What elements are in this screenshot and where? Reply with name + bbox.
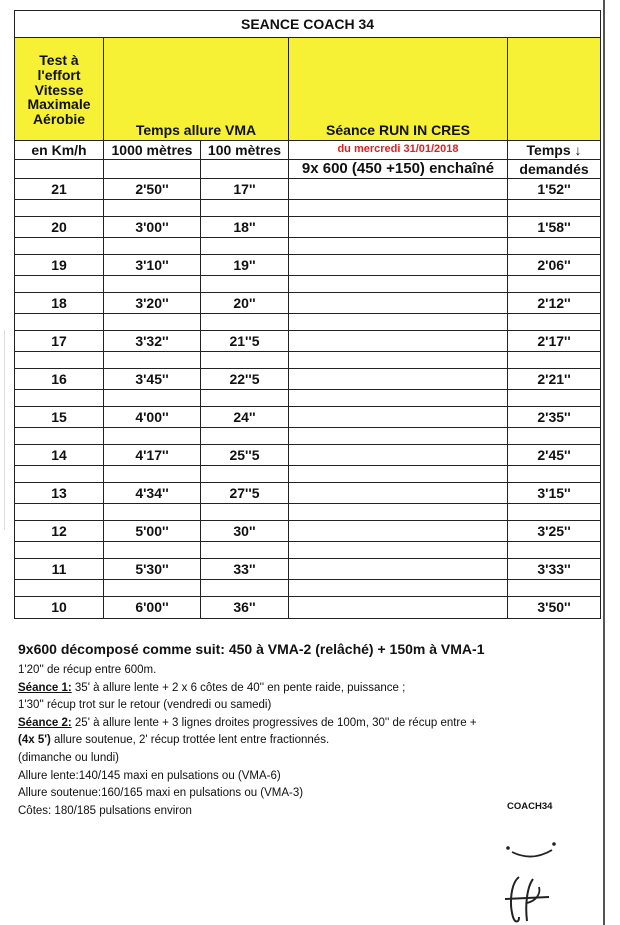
- notes-seance-1: [18, 680, 608, 698]
- cell-100m: 22''5: [201, 369, 289, 390]
- session-date: du mercredi 31/01/2018: [289, 141, 508, 160]
- empty-cell: [201, 238, 289, 255]
- empty-cell: [289, 504, 508, 521]
- cell-session: [289, 293, 508, 314]
- cell-100m: 17'': [201, 179, 289, 200]
- cell-speed: 19: [15, 255, 104, 276]
- cell-session: [289, 255, 508, 276]
- cell-required-time: 1'52'': [508, 179, 601, 200]
- cell-required-time: 2'45'': [508, 445, 601, 466]
- cell-speed: 10: [15, 597, 104, 619]
- empty-cell: [104, 352, 201, 369]
- notes-seance-1-cont: 1'30'' récup trot sur le retour (vendredi ou samedi): [18, 699, 272, 712]
- table-spacer-row: [15, 466, 601, 483]
- table-row: [15, 255, 601, 276]
- table-spacer-row: [15, 238, 601, 255]
- cell-100m: 33'': [201, 559, 289, 580]
- table-spacer-row: [15, 504, 601, 521]
- empty-cell: [104, 466, 201, 483]
- empty-cell: [289, 352, 508, 369]
- empty-cell: [508, 504, 601, 521]
- cell-session: [289, 483, 508, 504]
- empty-cell: [508, 466, 601, 483]
- empty-cell: [104, 314, 201, 331]
- header-line: Maximale: [27, 96, 91, 113]
- cell-session: [289, 179, 508, 200]
- cell-1000m: 3'20'': [104, 293, 201, 314]
- seance-2-text: 25' à allure lente + 3 lignes droites progressives de 100m, 30'' de récup entre +: [71, 716, 477, 729]
- cell-1000m: 3'10'': [104, 255, 201, 276]
- header-1000m: 1000 mètres: [104, 141, 201, 160]
- empty-cell: [289, 466, 508, 483]
- empty-cell: [508, 276, 601, 293]
- cell-100m: 19'': [201, 255, 289, 276]
- empty-cell: [104, 238, 201, 255]
- empty-cell: [104, 504, 201, 521]
- empty-cell: [15, 200, 104, 217]
- cell-speed: 17: [15, 331, 104, 352]
- notes-cotes: Côtes: 180/185 pulsations environ: [18, 804, 192, 817]
- cell-required-time: 2'06'': [508, 255, 601, 276]
- empty-cell: [289, 542, 508, 559]
- header-line: Vitesse: [34, 81, 84, 98]
- seance-1-text: 35' à allure lente + 2 x 6 côtes de 40'' en pente raide, puissance ;: [71, 681, 406, 694]
- cell-speed: 18: [15, 293, 104, 314]
- cell-required-time: 2'12'': [508, 293, 601, 314]
- notes-seance-2-days: (dimanche ou lundi): [18, 751, 120, 764]
- notes-section: [18, 641, 608, 820]
- document-title: SEANCE COACH 34: [15, 11, 601, 38]
- table-row: [15, 293, 601, 314]
- cell-required-time: 3'50'': [508, 597, 601, 619]
- cell-session: [289, 597, 508, 619]
- cell-speed: 15: [15, 407, 104, 428]
- header-temps-arrow: Temps ↓: [508, 141, 601, 160]
- empty-cell: [289, 238, 508, 255]
- brand-label: COACH34: [507, 801, 553, 812]
- table-spacer-row: [15, 542, 601, 559]
- cell-1000m: 4'34'': [104, 483, 201, 504]
- empty-cell: [15, 390, 104, 407]
- cell-1000m: 6'00'': [104, 597, 201, 619]
- empty-cell: [201, 466, 289, 483]
- cell-required-time: 2'21'': [508, 369, 601, 390]
- header-seance-title: Séance RUN IN CRES: [289, 38, 508, 141]
- empty-cell: [15, 276, 104, 293]
- empty-cell: [201, 200, 289, 217]
- cell-speed: 12: [15, 521, 104, 542]
- header-100m: 100 mètres: [201, 141, 289, 160]
- cell-speed: 16: [15, 369, 104, 390]
- header-line: Aérobie: [32, 111, 86, 128]
- table-row: [15, 445, 601, 466]
- table-row: [15, 521, 601, 542]
- cell-speed: 21: [15, 179, 104, 200]
- cell-100m: 24'': [201, 407, 289, 428]
- empty-cell: [104, 276, 201, 293]
- notes-recup: 1'20'' de récup entre 600m.: [18, 664, 157, 676]
- empty-cell: [15, 352, 104, 369]
- empty-cell: [201, 428, 289, 445]
- empty-cell: [15, 580, 104, 597]
- cell-session: [289, 331, 508, 352]
- empty-cell: [104, 580, 201, 597]
- seance-1-label: Séance 1:: [18, 681, 72, 694]
- cell-session: [289, 407, 508, 428]
- cell-session: [289, 217, 508, 238]
- notes-allure-lente: Allure lente:140/145 maxi en pulsations ou (VMA-6): [18, 769, 281, 782]
- empty-cell: [15, 466, 104, 483]
- empty-cell: [201, 390, 289, 407]
- header-demandes: demandés: [508, 160, 601, 179]
- empty-cell: [201, 504, 289, 521]
- smiley-drawing: [502, 838, 562, 866]
- cell-1000m: 3'32'': [104, 331, 201, 352]
- header-test-vma: [15, 38, 104, 141]
- vma-table: [14, 10, 601, 619]
- empty-cell: [508, 542, 601, 559]
- cell-speed: 11: [15, 559, 104, 580]
- empty-cell: [15, 314, 104, 331]
- empty-cell: [104, 542, 201, 559]
- seance-2-label: Séance 2:: [18, 716, 72, 729]
- notes-seance-2-cont: [18, 732, 608, 750]
- notes-seance-2: [18, 715, 608, 733]
- empty-cell: [201, 352, 289, 369]
- cell-speed: 14: [15, 445, 104, 466]
- cell-1000m: 3'00'': [104, 217, 201, 238]
- empty-cell: [201, 160, 289, 179]
- table-spacer-row: [15, 390, 601, 407]
- cell-100m: 36'': [201, 597, 289, 619]
- table-spacer-row: [15, 276, 601, 293]
- cell-1000m: 2'50'': [104, 179, 201, 200]
- table-spacer-row: [15, 314, 601, 331]
- cell-1000m: 4'17'': [104, 445, 201, 466]
- empty-cell: [289, 314, 508, 331]
- empty-cell: [15, 160, 104, 179]
- cell-1000m: 3'45'': [104, 369, 201, 390]
- cell-required-time: 3'15'': [508, 483, 601, 504]
- cell-100m: 27''5: [201, 483, 289, 504]
- table-row: [15, 559, 601, 580]
- cell-speed: 13: [15, 483, 104, 504]
- seance-2-text2: allure soutenue, 2' récup trottée lent entre fractionnés.: [50, 734, 330, 747]
- empty-cell: [289, 580, 508, 597]
- empty-cell: [508, 200, 601, 217]
- cell-100m: 21''5: [201, 331, 289, 352]
- cell-required-time: 2'35'': [508, 407, 601, 428]
- cell-1000m: 5'30'': [104, 559, 201, 580]
- table-row: [15, 407, 601, 428]
- cell-speed: 20: [15, 217, 104, 238]
- notes-allure-soutenue: Allure soutenue:160/165 maxi en pulsations ou (VMA-3): [18, 787, 304, 800]
- table-spacer-row: [15, 580, 601, 597]
- table-spacer-row: [15, 428, 601, 445]
- handwritten-signature: [497, 873, 557, 925]
- cell-1000m: 4'00'': [104, 407, 201, 428]
- table-spacer-row: [15, 352, 601, 369]
- table-row: [15, 483, 601, 504]
- header-temps: [508, 38, 601, 141]
- cell-required-time: 3'25'': [508, 521, 601, 542]
- empty-cell: [15, 542, 104, 559]
- cell-required-time: 2'17'': [508, 331, 601, 352]
- notes-headline: 9x600 décomposé comme suit: 450 à VMA-2 (relâché) + 150m à VMA-1: [18, 641, 485, 657]
- cell-1000m: 5'00'': [104, 521, 201, 542]
- cell-100m: 20'': [201, 293, 289, 314]
- seance-2-bold: (4x 5'): [18, 734, 51, 747]
- empty-cell: [508, 314, 601, 331]
- header-temps-allure-vma: Temps allure VMA: [104, 38, 289, 141]
- cell-session: [289, 445, 508, 466]
- page-edge-shadow: [4, 330, 5, 530]
- cell-100m: 25''5: [201, 445, 289, 466]
- empty-cell: [15, 238, 104, 255]
- empty-cell: [104, 160, 201, 179]
- empty-cell: [15, 504, 104, 521]
- cell-required-time: 3'33'': [508, 559, 601, 580]
- cell-session: [289, 369, 508, 390]
- header-line: l'effort: [37, 66, 81, 83]
- cell-100m: 18'': [201, 217, 289, 238]
- empty-cell: [289, 390, 508, 407]
- empty-cell: [289, 200, 508, 217]
- empty-cell: [508, 428, 601, 445]
- empty-cell: [289, 428, 508, 445]
- workout-description: 9x 600 (450 +150) enchaîné: [289, 160, 508, 179]
- header-unit: en Km/h: [15, 141, 104, 160]
- table-row: [15, 331, 601, 352]
- empty-cell: [104, 200, 201, 217]
- empty-cell: [289, 276, 508, 293]
- table-row: [15, 217, 601, 238]
- cell-session: [289, 559, 508, 580]
- empty-cell: [508, 352, 601, 369]
- empty-cell: [104, 390, 201, 407]
- empty-cell: [104, 428, 201, 445]
- table-row: [15, 597, 601, 619]
- table-spacer-row: [15, 200, 601, 217]
- empty-cell: [201, 314, 289, 331]
- empty-cell: [201, 580, 289, 597]
- table-row: [15, 369, 601, 390]
- table-row: [15, 179, 601, 200]
- empty-cell: [508, 580, 601, 597]
- empty-cell: [15, 428, 104, 445]
- empty-cell: [508, 238, 601, 255]
- empty-cell: [508, 390, 601, 407]
- empty-cell: [201, 542, 289, 559]
- cell-100m: 30'': [201, 521, 289, 542]
- cell-session: [289, 521, 508, 542]
- cell-required-time: 1'58'': [508, 217, 601, 238]
- empty-cell: [201, 276, 289, 293]
- header-line: Test à: [39, 52, 79, 69]
